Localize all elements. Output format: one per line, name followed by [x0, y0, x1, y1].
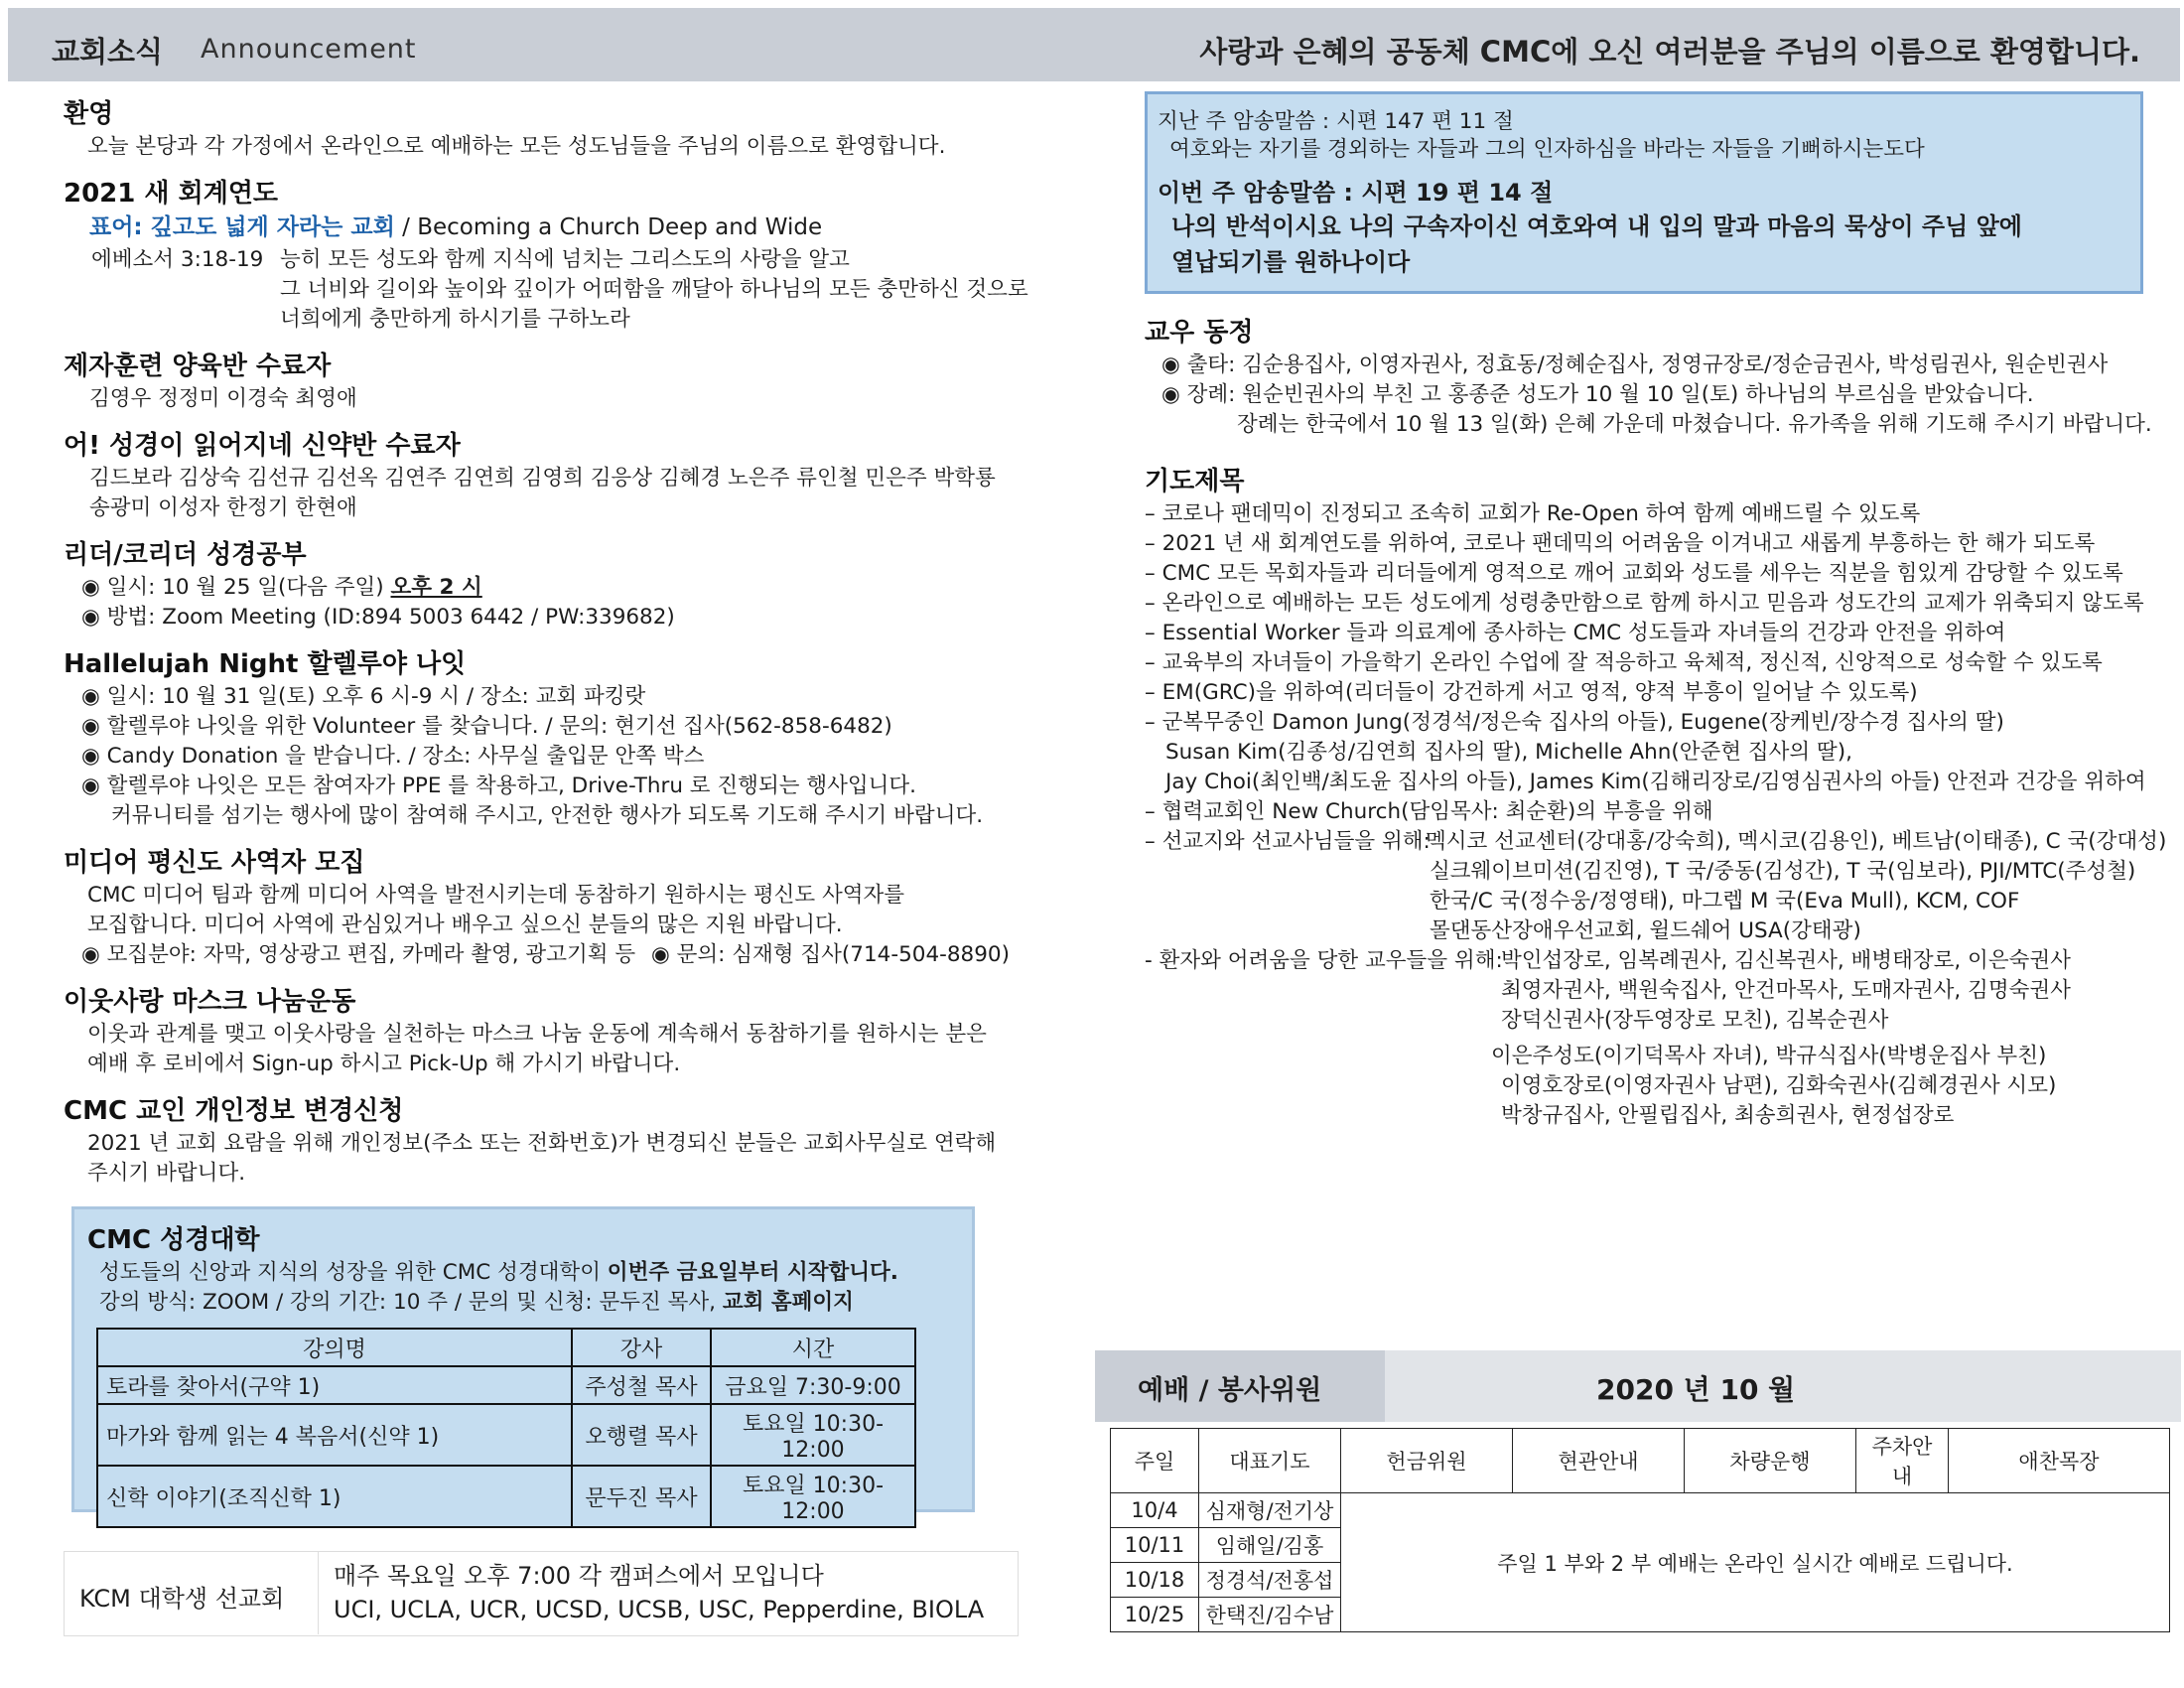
mask-heading: 이웃사랑 마스크 나눔운동 — [64, 987, 356, 1017]
prayer-item: – EM(GRC)을 위하여(리더들이 강건하게 서고 영적, 양적 부흥이 일어날 수 있도록) — [1145, 675, 1918, 706]
prayer-item: – 2021 년 새 회계연도를 위하여, 코로나 팬데믹의 어려움을 이겨내고 새롭게 부흥하는 한 해가 되도록 — [1145, 526, 2095, 557]
prayer-item: – 코로나 팬데믹이 진정되고 조속히 교회가 Re-Open 하여 함께 예배드릴 수 있도록 — [1145, 496, 1920, 527]
course-name: 토라를 찾아서(구약 1) — [97, 1366, 572, 1404]
leader-time: 오후 2 시 — [390, 575, 482, 600]
table-row — [1111, 1493, 2170, 1528]
prayer-military-3: Jay Choi(최인백/최도윤 집사의 아들), James Kim(김해리장로/김영심권사의 아들) 안전과 건강을 위하여 — [1165, 770, 2146, 794]
table-row — [97, 1404, 915, 1466]
fiscal-verse-3: 너희에게 충만하게 하시기를 구하노라 — [280, 307, 630, 332]
this-verse-text-2: 열납되기를 원하나이다 — [1171, 248, 1411, 276]
prayer-sick-3: 장덕신권사(장두영장로 모친), 김복순권사 — [1501, 1008, 1889, 1033]
leader-date — [81, 570, 482, 601]
prayer-missions-3: 한국/C 국(정수웅/정영태), 마그렙 M 국(Eva Mull), KCM, COF — [1430, 889, 2020, 914]
kcm-divider — [318, 1551, 319, 1634]
instructor: 오행렬 목사 — [572, 1404, 711, 1466]
leader-heading: 리더/코리더 성경공부 — [64, 540, 307, 570]
lecture-table — [96, 1328, 916, 1528]
prayer-sick-2: 최영자권사, 백원숙집사, 안건마목사, 도매자권사, 김명숙권사 — [1501, 978, 2071, 1003]
prayer-leader: 한택진/김수남 — [1199, 1598, 1341, 1632]
course-name: 마가와 함께 읽는 4 복음서(신약 1) — [97, 1404, 572, 1466]
course-time: 토요일 10:30-12:00 — [711, 1466, 915, 1527]
col-course: 강의명 — [97, 1329, 572, 1366]
college-line-1-text: 성도들의 신앙과 지식의 성장을 위한 CMC 성경대학이 — [99, 1260, 608, 1285]
fiscal-verse-1: 능히 모든 성도와 함께 지식에 넘치는 그리스도의 사랑을 알고 — [280, 247, 850, 272]
bible-read-names-1: 김드보라 김상숙 김선규 김선옥 김연주 김연희 김영희 김응상 김혜경 노은주 류인철 민은주 박학룡 — [89, 466, 996, 491]
last-verse-label: 지난 주 암송말씀 : 시편 147 편 11 절 — [1158, 109, 1514, 134]
prayer-leader: 임해일/김홍 — [1199, 1528, 1341, 1563]
col-prayer: 대표기도 — [1199, 1429, 1341, 1493]
prayer-missions-1: 멕시코 선교센터(강대홍/강숙희), 멕시코(김용인), 베트남(이태종), C 국(강대성) — [1426, 829, 2167, 854]
leader-method: ◉ 방법: Zoom Meeting (ID:894 5003 6442 / PW:339682) — [81, 600, 675, 631]
fiscal-heading: 2021 새 회계연도 — [64, 179, 279, 209]
col-parking: 주차안내 — [1856, 1429, 1949, 1493]
prayer-missions-2: 실크웨이브미션(김진영), T 국/중동(김성간), T 국(임보라), PJI/MTC(주성철) — [1430, 859, 2136, 884]
page-subtitle: Announcement — [201, 34, 417, 65]
col-greeter: 현관안내 — [1513, 1429, 1685, 1493]
col-offering: 헌금위원 — [1341, 1429, 1513, 1493]
welcome-heading: 환영 — [64, 99, 114, 129]
kcm-label: KCM 대학생 선교회 — [79, 1585, 285, 1613]
prayer-missions-4: 몰댄동산장애우선교회, 윌드쉐어 USA(강태광) — [1430, 918, 1861, 943]
col-fellowship: 애찬목장 — [1949, 1429, 2170, 1493]
welcome-banner: 사랑과 은혜의 공동체 CMC에 오신 여러분을 주님의 이름으로 환영합니다. — [1199, 35, 2140, 69]
privacy-line-1: 2021 년 교회 요람을 위해 개인정보(주소 또는 전화번호)가 변경되신 분들은 교회사무실로 연락해 — [87, 1131, 997, 1156]
prayer-item: – 군복무중인 Damon Jung(정경석/정은숙 집사의 아들), Eugene(장케빈/장수경 집사의 딸) — [1145, 705, 2004, 736]
sunday-date: 10/11 — [1111, 1528, 1199, 1563]
this-verse-text-1: 나의 반석이시요 나의 구속자이신 여호와여 내 입의 말과 마음의 묵상이 주님 앞에 — [1171, 212, 2022, 240]
bible-read-names-2: 송광미 이성자 한정기 한현애 — [89, 495, 357, 520]
prayer-sick-1: 박인섭장로, 임복례권사, 김신복권사, 배병태장로, 이은숙권사 — [1501, 948, 2071, 973]
sunday-date: 10/25 — [1111, 1598, 1199, 1632]
sunday-date: 10/18 — [1111, 1563, 1199, 1598]
this-verse-label: 이번 주 암송말씀 : 시편 19 편 14 절 — [1158, 179, 1554, 207]
hallelujah-heading: Hallelujah Night 할렐루야 나잇 — [64, 649, 467, 679]
prayer-sick-label: - 환자와 어려움을 당한 교우들을 위해: — [1145, 948, 1503, 973]
disciple-names: 김영우 정정미 이경숙 최영애 — [89, 386, 357, 411]
college-start-notice: 이번주 금요일부터 시작합니다. — [607, 1260, 898, 1285]
schedule-title: 예배 / 봉사위원 — [1138, 1375, 1322, 1406]
col-time: 시간 — [711, 1329, 915, 1366]
prayer-church: – 협력교회인 New Church(담임목사: 최순환)의 부흥을 위해 — [1145, 794, 1713, 825]
kcm-line-1: 매주 목요일 오후 7:00 각 캠퍼스에서 모입니다 — [334, 1562, 824, 1590]
schedule-month: 2020 년 10 월 — [1596, 1373, 1796, 1406]
media-line-1: CMC 미디어 팀과 함께 미디어 사역을 발전시키는데 동참하기 원하시는 평신도 사역자를 — [87, 883, 905, 908]
hallelujah-line-4: ◉ 할렐루야 나잇은 모든 참여자가 PPE 를 착용하고, Drive-Thru 로 진행되는 행사입니다. — [81, 769, 916, 799]
col-sunday: 주일 — [1111, 1429, 1199, 1493]
bible-read-heading: 어! 성경이 읽어지네 신약반 수료자 — [64, 431, 461, 461]
fiscal-motto — [89, 209, 822, 241]
prayer-military-2: Susan Kim(김종성/김연희 집사의 딸), Michelle Ahn(안준현 집사의 딸), — [1165, 740, 1853, 765]
prayer-missions-label: – 선교지와 선교사님들을 위해: — [1145, 824, 1431, 855]
hallelujah-line-5: 커뮤니티를 섬기는 행사에 많이 참여해 주시고, 안전한 행사가 되도록 기도해 주시기 바랍니다. — [111, 803, 984, 828]
table-row — [97, 1366, 915, 1404]
members-line-1: ◉ 출타: 김순용집사, 이영자권사, 정효동/정혜순집사, 정영규장로/정순금권사, 박성림권사, 원순빈권사 — [1161, 348, 2108, 378]
prayer-sick-5: 이영호장로(이영자권사 남편), 김화숙권사(김혜경권사 시모) — [1501, 1073, 2057, 1098]
kcm-line-2: UCI, UCLA, UCR, UCSD, UCSB, USC, Pepperdine, BIOLA — [334, 1596, 985, 1623]
motto-en: / Becoming a Church Deep and Wide — [394, 214, 823, 240]
fiscal-ref: 에베소서 3:18-19 — [91, 247, 264, 272]
col-instructor: 강사 — [572, 1329, 711, 1366]
course-time: 금요일 7:30-9:00 — [711, 1366, 915, 1404]
media-line-3b: ◉ 문의: 심재형 집사(714-504-8890) — [651, 937, 1010, 968]
prayer-item: – Essential Worker 들과 의료계에 종사하는 CMC 성도들과 자녀들의 건강과 안전을 위하여 — [1145, 616, 2005, 646]
hallelujah-line-1: ◉ 일시: 10 월 31 일(토) 오후 6 시-9 시 / 장소: 교회 파킹랏 — [81, 679, 645, 710]
prayer-item: – 교육부의 자녀들이 가을학기 온라인 수업에 잘 적응하고 육체적, 정신적, 신앙적으로 성숙할 수 있도록 — [1145, 645, 2103, 676]
college-line-2 — [99, 1285, 854, 1316]
table-header-row — [1111, 1429, 2170, 1493]
motto-label: 표어: 깊고도 넓게 자라는 교회 — [89, 214, 395, 240]
privacy-heading: CMC 교인 개인정보 변경신청 — [64, 1096, 404, 1126]
college-heading: CMC 성경대학 — [87, 1225, 260, 1255]
page-title: 교회소식 — [52, 35, 164, 69]
last-verse-text: 여호와는 자기를 경외하는 자들과 그의 인자하심을 바라는 자들을 기뻐하시는도다 — [1169, 137, 1925, 162]
mask-line-1: 이웃과 관계를 맺고 이웃사랑을 실천하는 마스크 나눔 운동에 계속해서 동참하기를 원하시는 분은 — [87, 1022, 987, 1047]
prayer-sick-6: 박창규집사, 안필립집사, 최송희권사, 현정섭장로 — [1501, 1103, 1955, 1128]
members-line-3: 장례는 한국에서 10 월 13 일(화) 은혜 가운데 마쳤습니다. 유가족을 위해 기도해 주시기 바랍니다. — [1237, 412, 2152, 437]
instructor: 주성철 목사 — [572, 1366, 711, 1404]
disciple-heading: 제자훈련 양육반 수료자 — [64, 352, 332, 381]
prayer-sick-4: 이은주성도(이기덕목사 자녀), 박규식집사(박병운집사 부친) — [1491, 1044, 2047, 1068]
privacy-line-2: 주시기 바랍니다. — [87, 1161, 246, 1186]
welcome-text: 오늘 본당과 각 가정에서 온라인으로 예배하는 모든 성도님들을 주님의 이름으로 환영합니다. — [87, 134, 946, 159]
service-table — [1110, 1428, 2170, 1632]
college-line-1 — [99, 1255, 898, 1286]
media-line-2: 모집합니다. 미디어 사역에 관심있거나 배우고 싶으신 분들의 많은 지원 바랍니다. — [87, 913, 843, 937]
table-header-row — [97, 1329, 915, 1366]
instructor: 문두진 목사 — [572, 1466, 711, 1527]
members-heading: 교우 동정 — [1145, 318, 1254, 348]
col-driver: 차량운행 — [1685, 1429, 1856, 1493]
prayer-item: – 온라인으로 예배하는 모든 성도에게 성령충만함으로 함께 하시고 믿음과 성도간의 교제가 위축되지 않도록 — [1145, 586, 2144, 617]
schedule-note: 주일 1 부와 2 부 예배는 온라인 실시간 예배로 드립니다. — [1341, 1493, 2170, 1632]
leader-date-text: 일시: 10 월 25 일(다음 주일) — [106, 575, 391, 600]
course-time: 토요일 10:30-12:00 — [711, 1404, 915, 1466]
prayer-leader: 정경석/전홍섭 — [1199, 1563, 1341, 1598]
media-heading: 미디어 평신도 사역자 모집 — [64, 848, 365, 878]
college-line-2-text: 강의 방식: ZOOM / 강의 기간: 10 주 / 문의 및 신청: 문두진 목사, — [99, 1290, 723, 1315]
table-row — [97, 1466, 915, 1527]
mask-line-2: 예배 후 로비에서 Sign-up 하시고 Pick-Up 해 가시기 바랍니다. — [87, 1052, 681, 1076]
members-line-2: ◉ 장례: 원순빈권사의 부친 고 홍종준 성도가 10 월 10 일(토) 하나님의 부르심을 받았습니다. — [1161, 377, 2034, 408]
hallelujah-line-2: ◉ 할렐루야 나잇을 위한 Volunteer 를 찾습니다. / 문의: 현기선 집사(562-858-6482) — [81, 709, 892, 740]
media-line-3a: ◉ 모집분야: 자막, 영상광고 편집, 카메라 촬영, 광고기획 등 — [81, 937, 635, 968]
sunday-date: 10/4 — [1111, 1493, 1199, 1528]
course-name: 신학 이야기(조직신학 1) — [97, 1466, 572, 1527]
prayer-leader: 심재형/전기상 — [1199, 1493, 1341, 1528]
hallelujah-line-3: ◉ Candy Donation 을 받습니다. / 장소: 사무실 출입문 안쪽 박스 — [81, 739, 704, 770]
college-homepage: 교회 홈페이지 — [722, 1290, 854, 1315]
prayer-heading: 기도제목 — [1145, 467, 1245, 496]
prayer-item: – CMC 모든 목회자들과 리더들에게 영적으로 깨어 교회와 성도를 세우는 직분을 힘있게 감당할 수 있도록 — [1145, 556, 2123, 587]
fiscal-verse-2: 그 너비와 길이와 높이와 깊이가 어떠함을 깨달아 하나님의 모든 충만하신 것으로 — [280, 277, 1028, 302]
